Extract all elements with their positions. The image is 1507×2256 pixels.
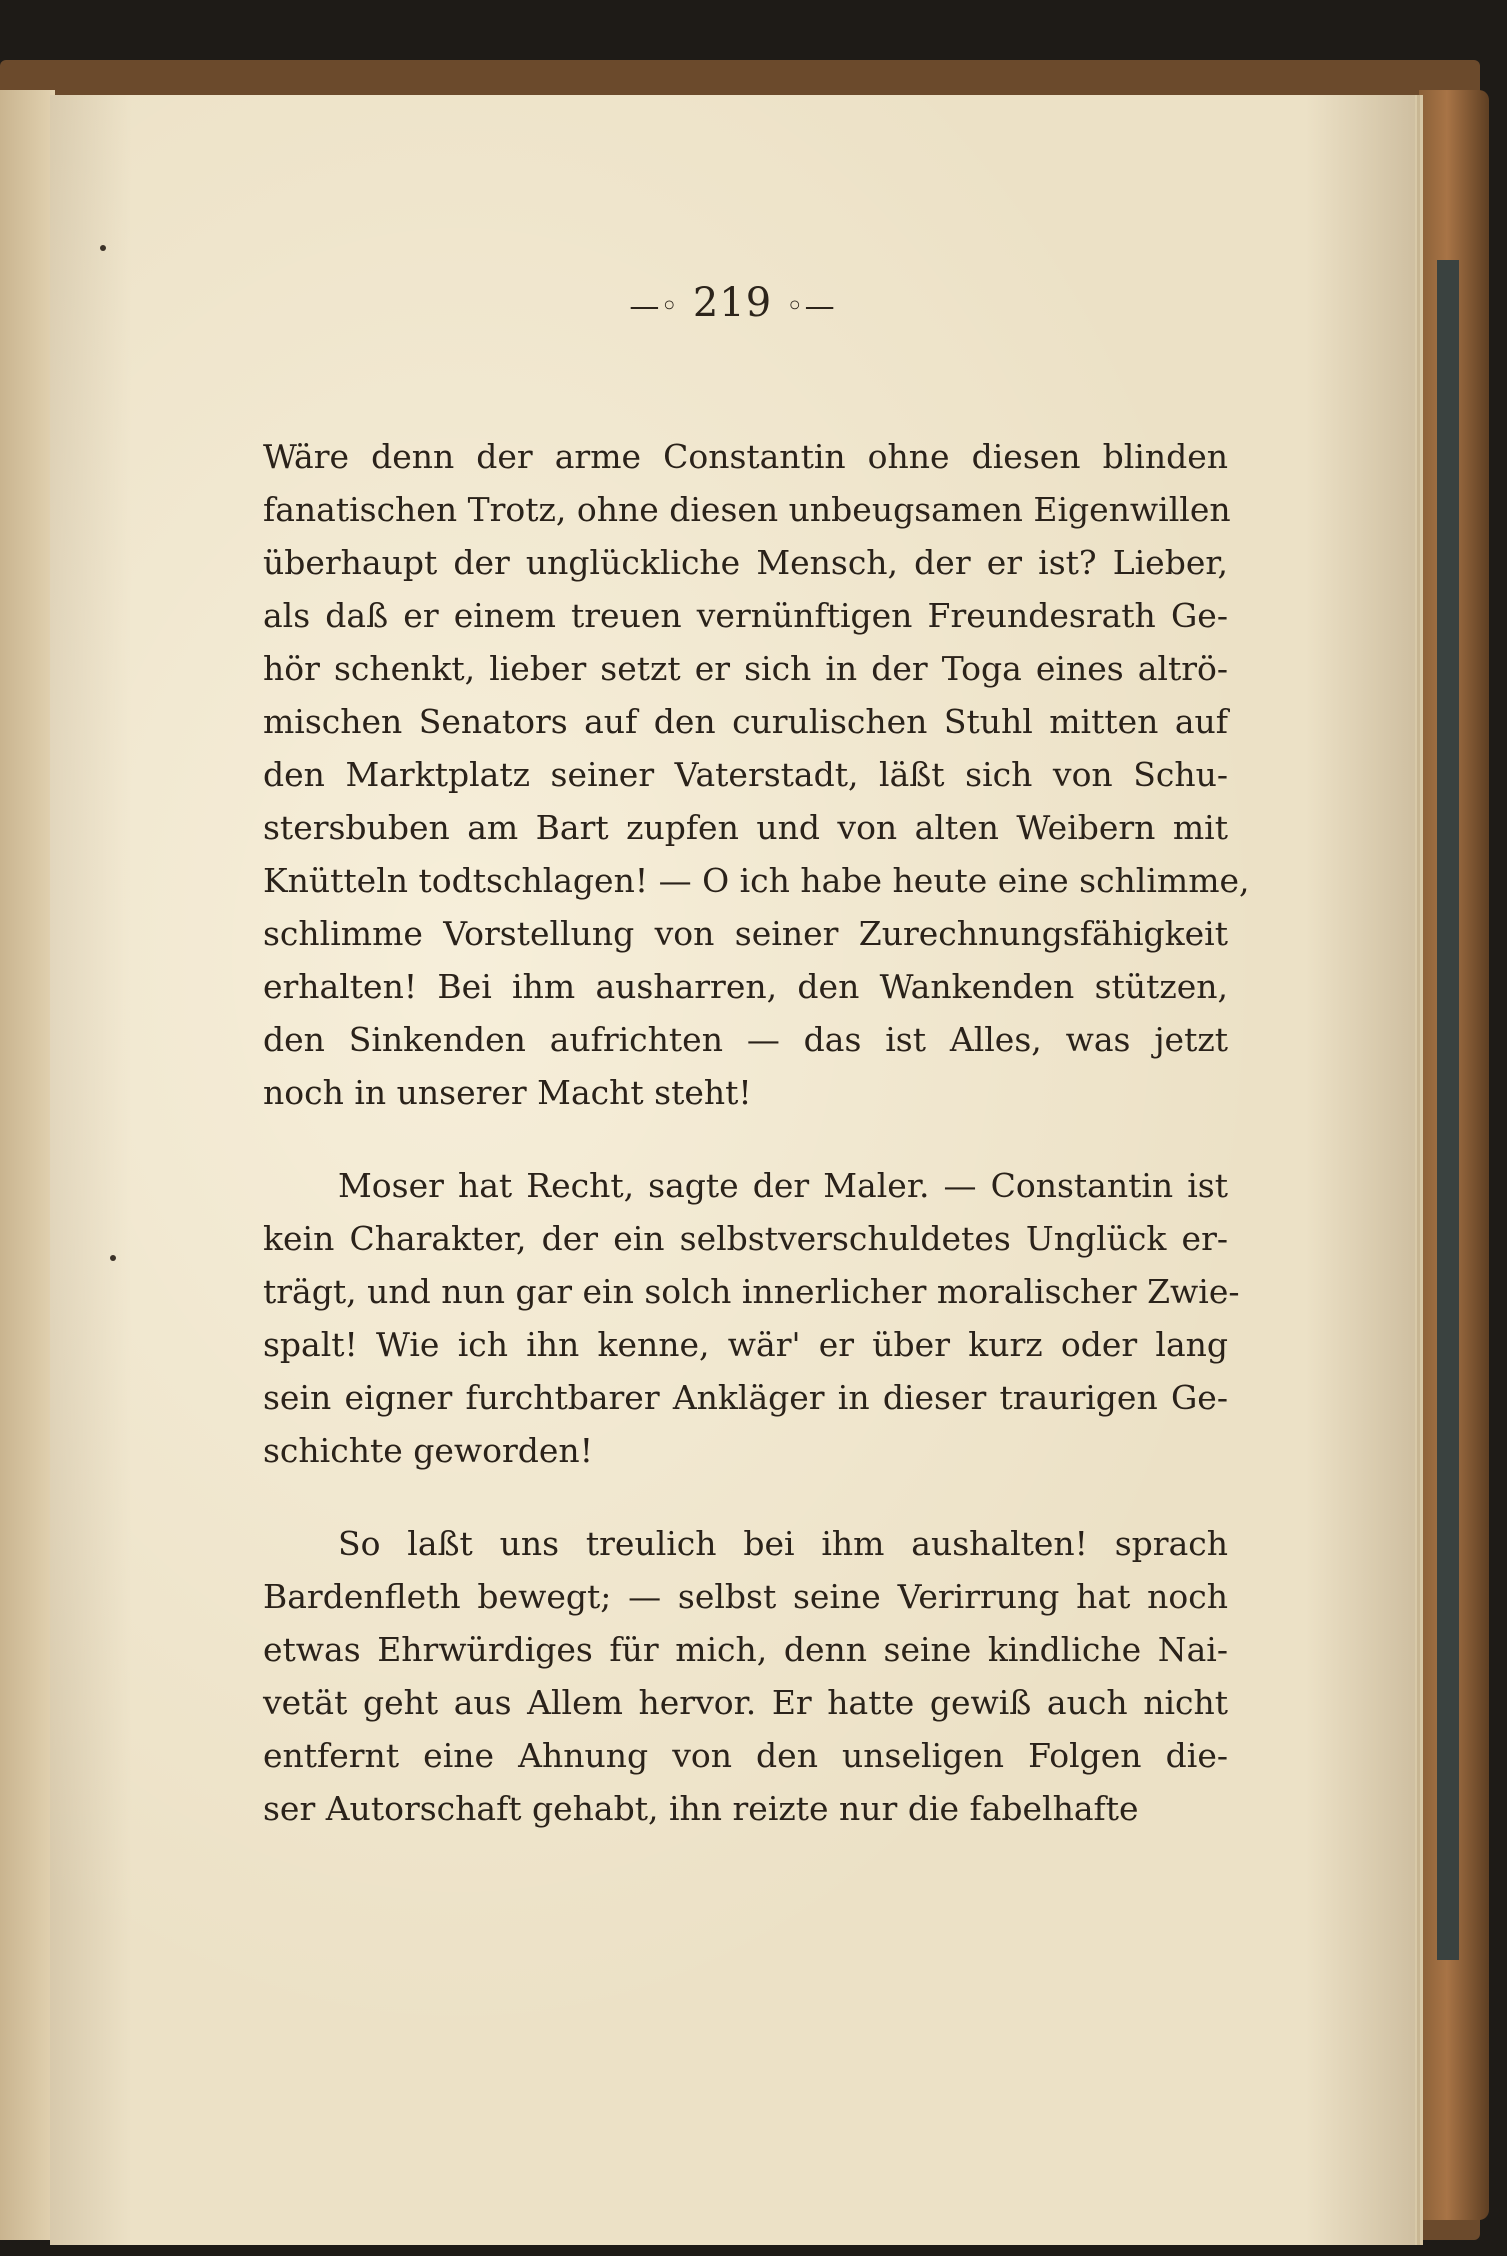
text-line: So laßt uns treulich bei ihm aushalten! sprach (338, 1524, 1228, 1563)
text-line: spalt! Wie ich ihn kenne, wär' er über kurz oder lang (263, 1325, 1228, 1364)
text-line: Bardenfleth bewegt; — selbst seine Verirrung hat noch (263, 1577, 1228, 1616)
text-line: den Marktplatz seiner Vaterstadt, läßt sich von Schu- (263, 755, 1228, 794)
book-page (50, 95, 1415, 2245)
header-ornament-right: ◦— (785, 288, 836, 324)
text-line: kein Charakter, der ein selbstverschuldetes Unglück er- (263, 1219, 1228, 1258)
facing-page-edge (0, 90, 55, 2240)
paragraph-gap (263, 1477, 1228, 1517)
text-line: als daß er einem treuen vernünftigen Freundesrath Ge- (263, 596, 1228, 635)
text-line: stersbuben am Bart zupfen und von alten Weibern mit (263, 808, 1228, 847)
text-line: trägt, und nun gar ein solch innerlicher moralischer Zwie- (263, 1272, 1240, 1311)
book-spine-strip (1437, 260, 1459, 1960)
text-line: erhalten! Bei ihm ausharren, den Wankenden stützen, (263, 967, 1228, 1006)
paragraph (263, 1517, 1228, 1835)
text-line: entfernt eine Ahnung von den unseligen Folgen die- (263, 1736, 1228, 1775)
margin-mark (100, 245, 106, 251)
paragraph (263, 430, 1250, 1119)
text-line: überhaupt der unglückliche Mensch, der er ist? Lieber, (263, 543, 1228, 582)
page-header (50, 280, 1415, 326)
body-text (263, 430, 1250, 1835)
text-line: ser Autorschaft gehabt, ihn reizte nur die fabelhafte (263, 1789, 1139, 1828)
text-line: noch in unserer Macht steht! (263, 1073, 752, 1112)
text-line: sein eigner furchtbarer Ankläger in dieser traurigen Ge- (263, 1378, 1228, 1417)
text-line: fanatischen Trotz, ohne diesen unbeugsamen Eigenwillen (263, 490, 1231, 529)
text-line: schlimme Vorstellung von seiner Zurechnungsfähigkeit (263, 914, 1228, 953)
margin-mark (110, 1255, 116, 1261)
page-number: 219 (692, 280, 773, 326)
text-line: schichte geworden! (263, 1431, 593, 1470)
text-line: Moser hat Recht, sagte der Maler. — Constantin ist (338, 1166, 1228, 1205)
text-line: Knütteln todtschlagen! — O ich habe heute eine schlimme, (263, 861, 1250, 900)
text-line: hör schenkt, lieber setzt er sich in der Toga eines altrö- (263, 649, 1228, 688)
text-line: vetät geht aus Allem hervor. Er hatte gewiß auch nicht (263, 1683, 1228, 1722)
text-line: mischen Senators auf den curulischen Stuhl mitten auf (263, 702, 1228, 741)
text-line: den Sinkenden aufrichten — das ist Alles, was jetzt (263, 1020, 1228, 1059)
paragraph (263, 1159, 1240, 1477)
header-ornament-left: —◦ (629, 288, 680, 324)
text-line: Wäre denn der arme Constantin ohne diesen blinden (263, 437, 1228, 476)
text-line: etwas Ehrwürdiges für mich, denn seine kindliche Nai- (263, 1630, 1228, 1669)
paragraph-gap (263, 1119, 1228, 1159)
